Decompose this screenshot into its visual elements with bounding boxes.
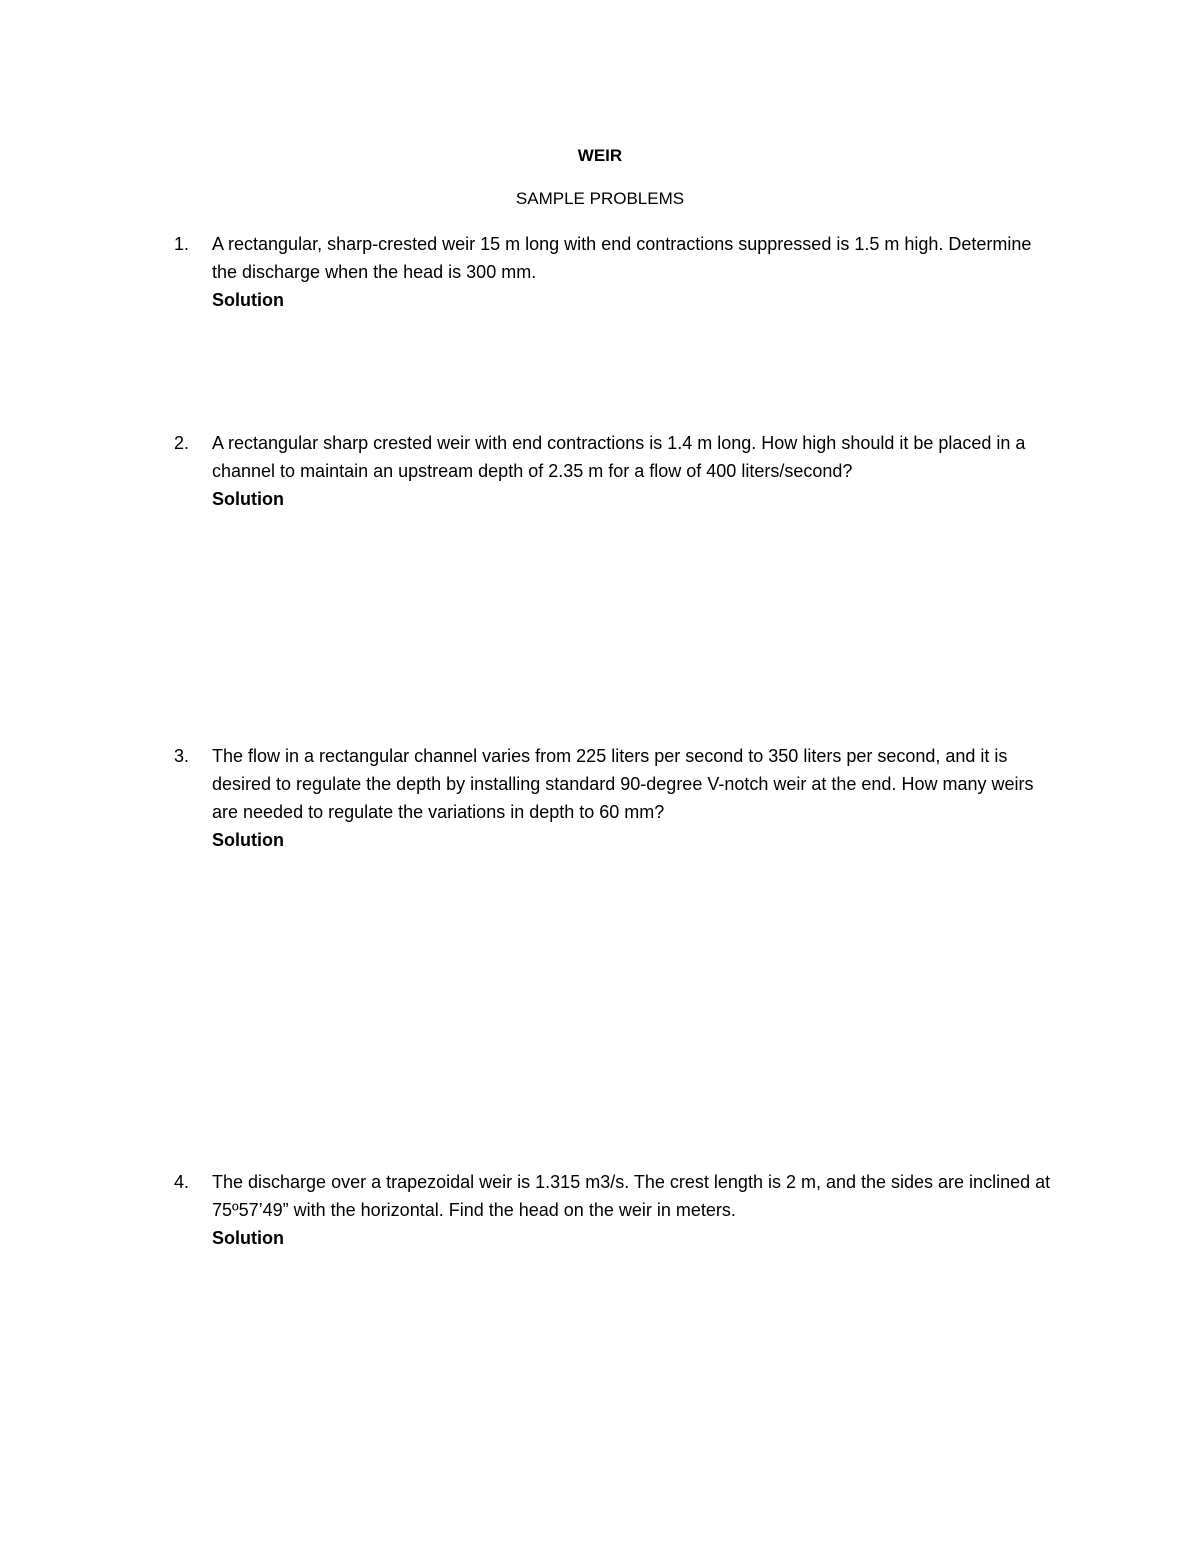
- problem-text: The flow in a rectangular channel varies from 225 liters per second to 350 liters per second, and it is desired to regulate the depth by installing standard 90-degree V-notch weir at the end. How many weirs are needed to regulate the variations in depth to 60 mm?: [212, 746, 1034, 822]
- problem-item-3: [174, 742, 1054, 854]
- solution-label: Solution: [212, 1228, 284, 1248]
- solution-label: Solution: [212, 489, 284, 509]
- problem-number: 1.: [174, 234, 190, 254]
- document-title: WEIR: [577, 146, 623, 165]
- problem-item-4: [174, 1168, 1054, 1252]
- problem-text: A rectangular sharp crested weir with end contractions is 1.4 m long. How high should it be placed in a channel to maintain an upstream depth of 2.35 m for a flow of 400 liters/second?: [212, 433, 1026, 481]
- problem-number: 4.: [174, 1172, 190, 1192]
- problem-number: 3.: [174, 746, 190, 766]
- problem-item-1: [174, 230, 1054, 314]
- problem-text: A rectangular, sharp-crested weir 15 m long with end contractions suppressed is 1.5 m high. Determine the discharge when the head is 300 mm.: [212, 234, 1032, 282]
- problem-number: 2.: [174, 433, 190, 453]
- solution-label: Solution: [212, 830, 284, 850]
- solution-label: Solution: [212, 290, 284, 310]
- document-subtitle: SAMPLE PROBLEMS: [515, 189, 685, 208]
- problem-item-2: [174, 429, 1054, 513]
- problem-text: The discharge over a trapezoidal weir is 1.315 m3/s. The crest length is 2 m, and the sides are inclined at 75º57’49” with the horizontal. Find the head on the weir in meters.: [212, 1172, 1051, 1220]
